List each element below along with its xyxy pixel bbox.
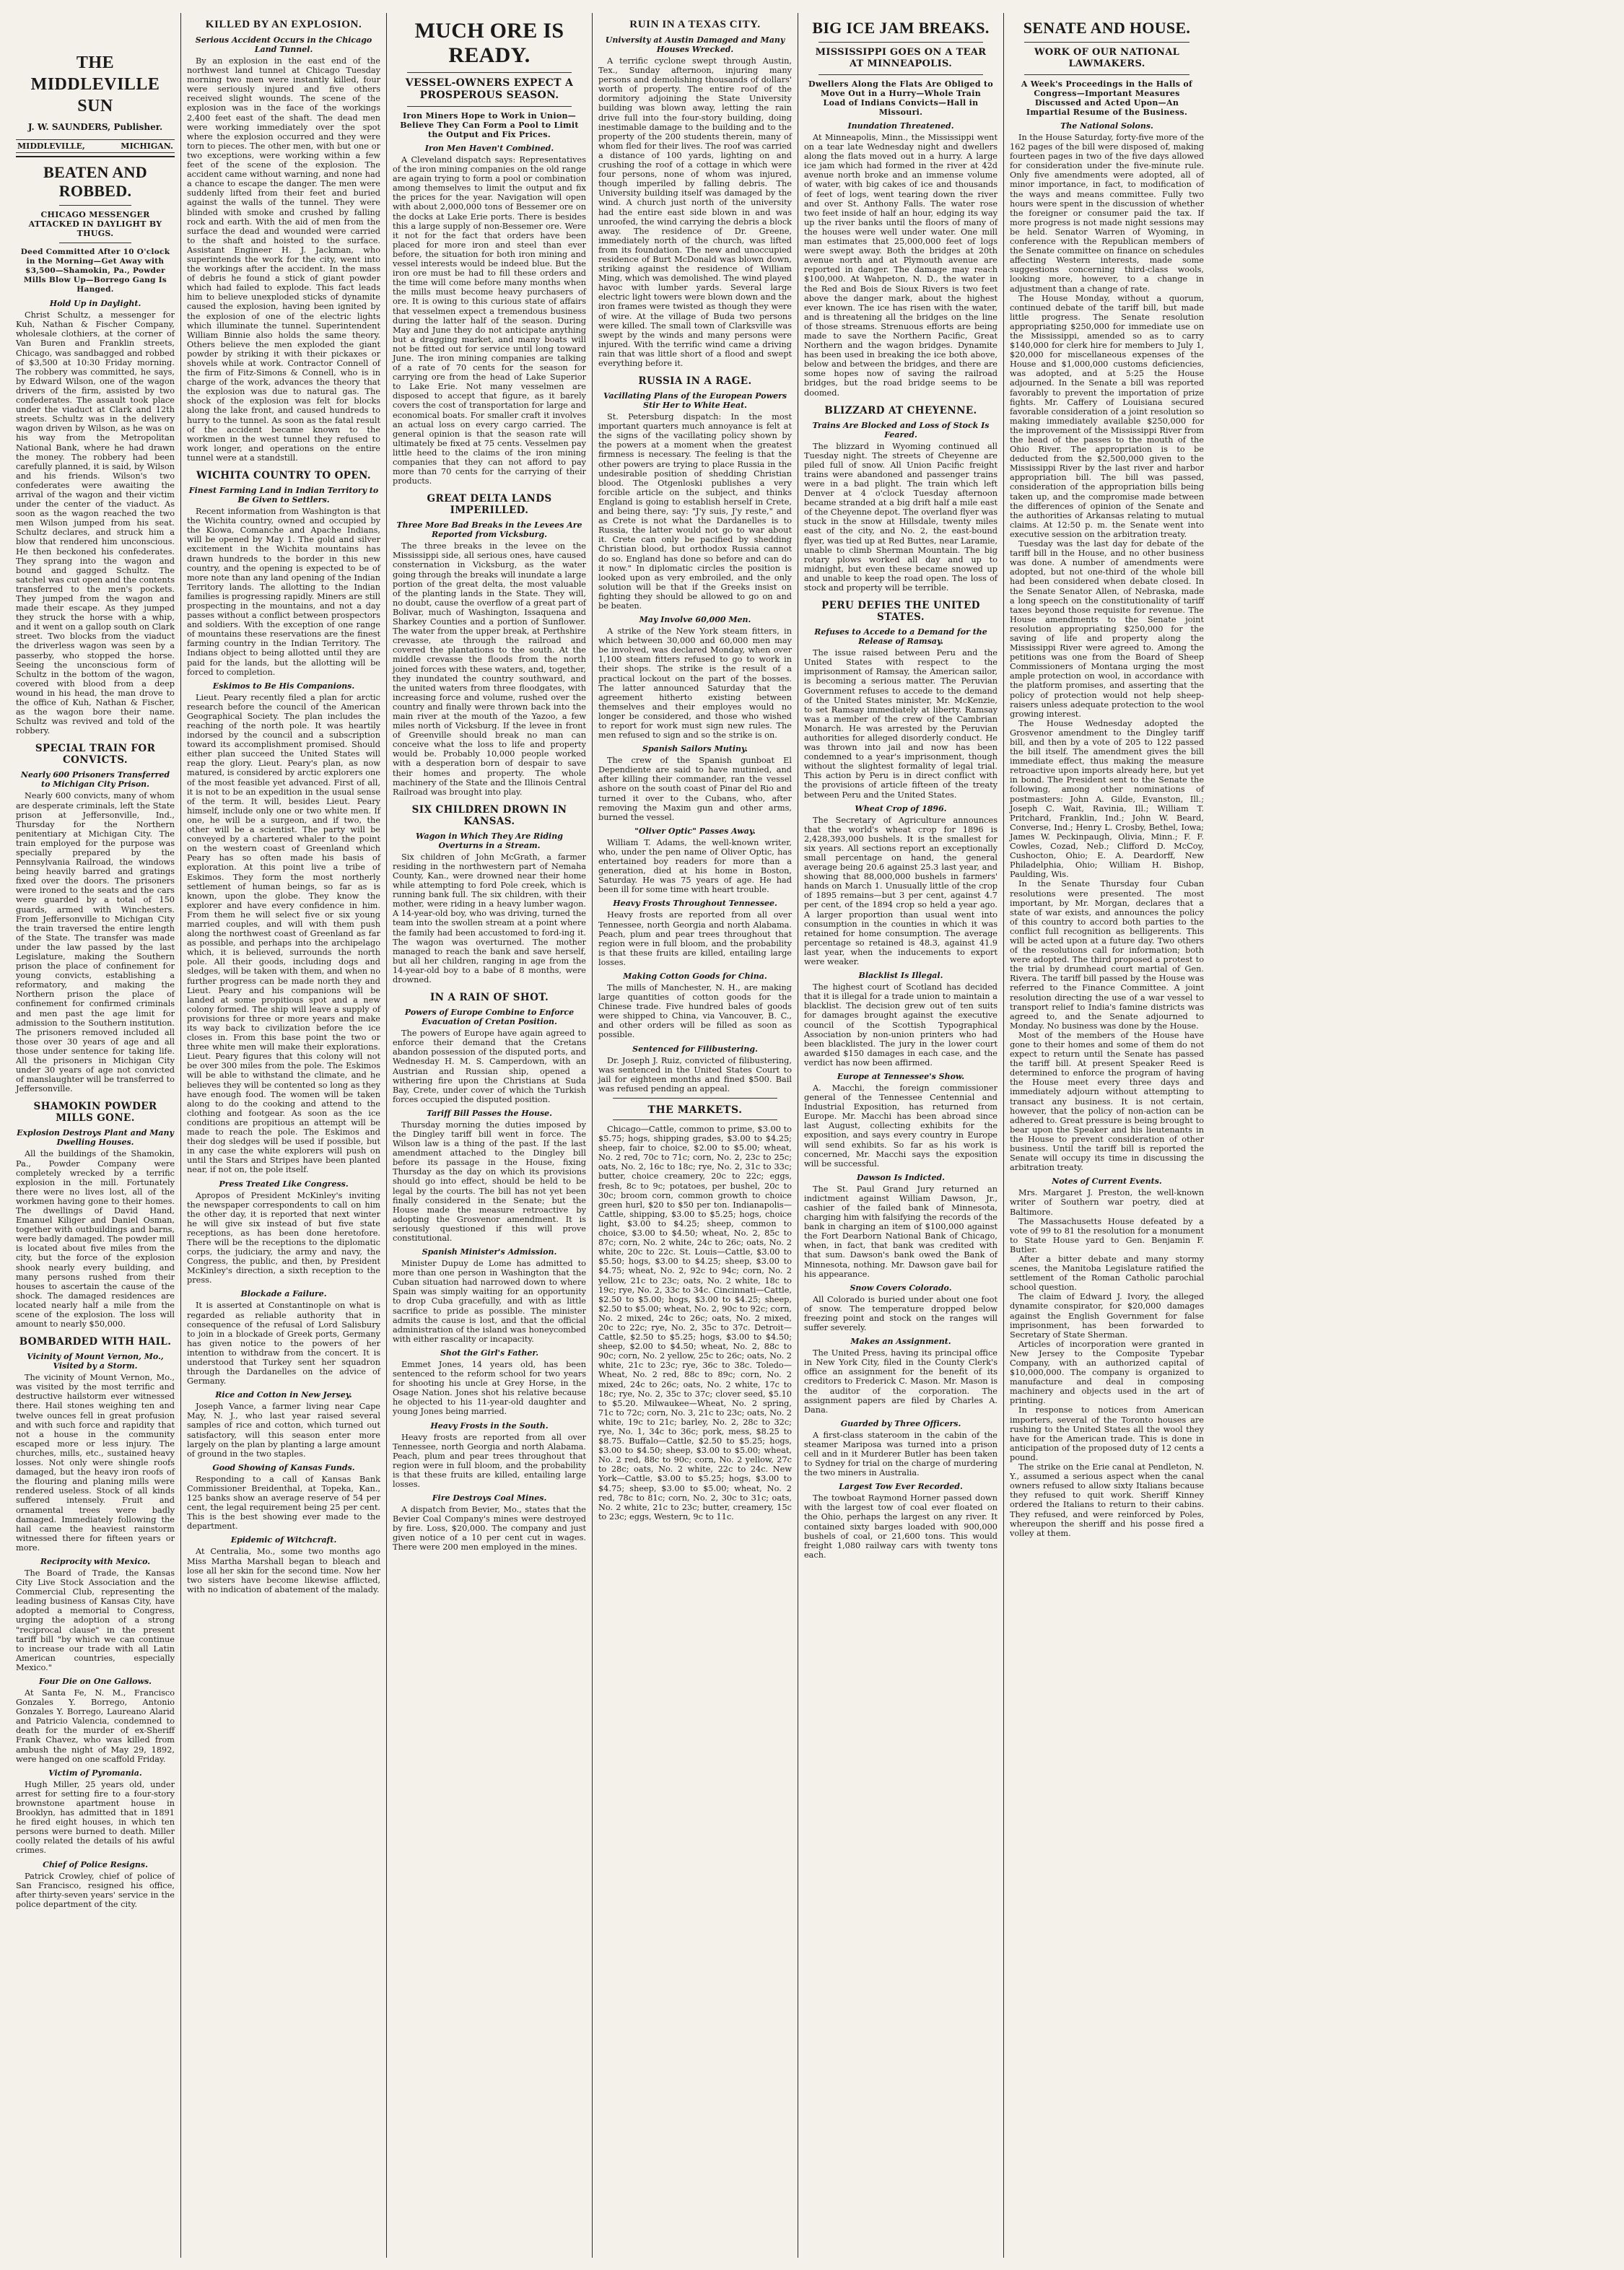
article-paragraph: The United Press, having its principal office in New York City, filed in the County Clerk's office an assignment for the benefit of its creditors to Frederick C. Mason. Mr. Mason is the auditor of the corporation. The assignment papers are filed by Charles A. Dana. [804,1348,997,1415]
subhead: Wheat Crop of 1896. [855,803,947,813]
subhead: Vicinity of Mount Vernon, Mo., Visited by a Storm. [27,1352,164,1371]
article-paragraph: In the Senate Thursday four Cuban resolutions were presented. The most important, by Mr. Morgan, declares that a state of war exists, and announces the policy of this country to accord both parties to the conflict full recognition as belligerents. This will be acted upon at a future day. Two others of the resolutions call for information; both were adopted. The third proposed a protest to the trial by drumhead court martial of Gen. Rivera. The tariff bill passed by the House was referred to the Finance Committee. A joint resolution directing the use of a war vessel to transport relief to India's famine districts was agreed to, and the Senate adjourned to Monday. No business was done by the House. [1010,879,1204,1031]
article-paragraph: Nearly 600 convicts, many of whom are desperate criminals, left the State prison at Jeffersonville, Ind., Thursday for the Northern penitentiary at Michigan City. The train employed for the purpose was specially prepared by the Pennsylvania Railroad, the windows being heavily barred and gratings fixed over the doors. The prisoners were ironed to the seats and the cars were guarded by a total of 150 guards, armed with Winchesters. From Jeffersonville to Michigan City the train traversed the entire length of the State. The transfer was made under the law passed by the last Legislature, making the Southern prison the place of confinement for young convicts, establishing a reformatory, and making the Northern prison the place of confinement for confirmed criminals and men past the age limit for admission to the Southern institution. The prisoners removed included all those over 30 years of age and all those under sentence for taking life. All the prisoners in Michigan City under 30 years of age not convicted of manslaughter will be transferred to Jeffersonville. [16,791,175,1094]
subhead: Rice and Cotton in New Jersey. [215,1390,352,1400]
subhead: Fire Destroys Coal Mines. [432,1493,547,1503]
subdeck: Iron Miners Hope to Work in Union—Believe They Can Form a Pool to Limit the Output and Fix Prices. [400,111,579,139]
subhead: Press Treated Like Congress. [219,1179,349,1189]
subhead: Nearly 600 Prisoners Transferred to Michigan City Prison. [20,770,170,790]
article-paragraph: The Board of Trade, the Kansas City Live Stock Association and the Commercial Club, representing the leading business of Kansas City, have adopted a memorial to Congress, urging the adoption of a strong "reciprocal clause" in the present tariff bill "by which we can continue to increase our trade with all Latin American countries, especially Mexico." [16,1568,175,1672]
article-paragraph: The towboat Raymond Horner passed down with the largest tow of coal ever floated on the Ohio, perhaps the largest on any river. It contained sixty barges loaded with 900,000 bushels of coal, or 21,600 tons. This would freight 1,080 railway cars with twenty tons each. [804,1493,997,1560]
masthead [16,52,175,157]
article-paragraph: William T. Adams, the well-known writer, who, under the pen name of Oliver Optic, has entertained boy readers for more than a generation, died at his home in Boston, Saturday. He was 75 years of age. He had been ill for some time with heart trouble. [598,837,792,895]
article-paragraph: The mills of Manchester, N. H., are making large quantities of cotton goods for the Chinese trade. Five hundred bales of goods were shipped to China, via Vancouver, B. C., and other orders will be filled as soon as possible. [598,982,792,1040]
dateline [16,139,175,153]
column-2 [181,13,387,2258]
subhead: Reciprocity with Mexico. [40,1556,151,1566]
article-paragraph: Recent information from Washington is that the Wichita country, owned and occupied by the Kiowa, Comanche and Apache Indians, will be opened by May 1. The gold and silver excitement in the Wichita mountains has drawn hundreds to the border in this new country, and the opening is expected to be of more note than any land opening of the Indian Territory lands. The allotting to the Indian families is progressing rapidly. Miners are still prospecting in the mountains, and not a day passes without a conflict between prospectors and soldiers. With the exception of one range of mountains these reservations are the finest farming country in the Indian Territory. The Indians object to being allotted until they are paid for the lands, but the allotting will be forced to completion. [187,507,380,677]
deck: CHICAGO MESSENGER ATTACKED IN DAYLIGHT BY THUGS. [28,210,162,239]
article-paragraph: A dispatch from Bevier, Mo., states that the Bevier Coal Company's mines were destroyed by fire. Loss, $20,000. The company and just given notice of a 10 per cent cut in wages. There were 200 men employed in the mines. [393,1505,586,1553]
deck: Serious Accident Occurs in the Chicago Land Tunnel. [195,35,372,54]
subhead: Iron Men Haven't Combined. [424,144,554,153]
subhead: Dawson Is Indicted. [857,1172,945,1182]
section-heading: WICHITA COUNTRY TO OPEN. [196,470,372,482]
divider [1024,74,1189,75]
headline: BIG ICE JAM BREAKS. [812,19,990,37]
subhead: Making Cotton Goods for China. [623,971,767,981]
article-paragraph: At Centralia, Mo., some two months ago Miss Martha Marshall began to bleach and lose all her skin for the second time. Now her two sisters have become likewise afflicted, with no indication of abatement of the malady. [187,1547,380,1594]
divider [1024,42,1189,43]
deck: WORK OF OUR NATIONAL LAWMAKERS. [1034,47,1180,69]
article-paragraph: The three breaks in the levee on the Mississippi side, all serious ones, have caused consternation in Vicksburg, as the water going through the breaks will inundate a large portion of the great delta, the most valuable of the planting lands in the State. They will, no doubt, cause the overflow of a great part of Bolivar, much of Washington, Issaquena and Sharkey Counties and a portion of Sunflower. The water from the upper break, at Perthshire crevasse, ate through the railroad and covered the plantations to the south. At the middle crevasse the floods from the north joined forces with these waters, and, together, they inundated the country southward, and the united waters from three floodgates, with increasing force and volume, rushed over the country and finally were thrown back into the main river at the mouth of the Yazoo, a few miles north of Vicksburg. If the levee in front of Greenville should break no man can conceive what the loss to life and property would be. Probably 10,000 people worked with a desperation born of despair to save their homes and property. The whole machinery of the State and the Illinois Central Railroad was brought into play. [393,541,586,797]
column-6 [1004,13,1210,2258]
article-paragraph: A Cleveland dispatch says: Representatives of the iron mining companies on the old range are again trying to form a pool or combination among themselves to limit the output and fix the prices for the year. Navigation will open with about 2,000,000 tons of Bessemer ore on the docks at Lake Erie ports. There is besides this a large supply of non-Bessemer ore. Were it not for the fact that orders have been placed for more iron and steel than ever before, the situation for both iron mining and vessel interests would be indeed blue. But the iron ore must be had to fill these orders and the time will come before many months when the mills must become heavy purchasers of ore. It is owing to this curious state of affairs that vesselmen expect a tremendous business during the latter half of the season. During May and June they do not anticipate anything but a dragging market, and many boats will not be fitted out for service until long toward June. The iron mining companies are talking of a rate of 70 cents for the season for carrying ore from the head of Lake Superior to Lake Erie. Not many vesselmen are disposed to accept that figure, as it barely covers the cost of transportation for large and economical boats. For smaller craft it involves an actual loss on every cargo carried. The general opinion is that the season rate will ultimately be fixed at 75 cents. Vesselmen pay little heed to the claims of the iron mining companies that they can not afford to pay more than 70 cents for the carrying of their products. [393,155,586,486]
subhead: Sentenced for Filibustering. [632,1044,758,1054]
headline: MUCH ORE IS READY. [414,19,564,67]
subhead: Victim of Pyromania. [48,1768,142,1778]
section-heading: SHAMOKIN POWDER MILLS GONE. [33,1101,157,1125]
subhead: Makes an Assignment. [850,1337,951,1347]
subhead: Refuses to Accede to a Demand for the Release of Ramsay. [814,627,987,647]
column-1 [10,13,181,2258]
article-paragraph: A strike of the New York steam fitters, in which between 30,000 and 60,000 men may be involved, was declared Monday, when over 1,100 steam fitters refused to go to work in their shops. The strike is the result of a practical lockout on the part of the bosses. The latter announced Saturday that the agreement hitherto existing between themselves and their employes would no longer be considered, and those who wished to report for work must sign new rules. The men refused to sign and so the strike is on. [598,627,792,741]
dateline-place: MIDDLEVILLE, [17,141,85,152]
article-paragraph: At Minneapolis, Minn., the Mississippi went on a tear late Wednesday night and dwellers along the flats moved out in a hurry. A large ice jam which had formed in the river at 42d avenue north broke and an immense volume of water, with big cakes of ice and thousands of feet of logs, went tearing down the river and over St. Anthony Falls. The water rose two feet inside of half an hour, edging its way up the river banks until the floors of many of the houses were well under water. One mill man estimates that 25,000,000 feet of logs were swept away. Both the bridges at 20th avenue north and at Plymouth avenue are reported in danger. The damage may reach $100,000. At Wahpeton, N. D., the water in the Red and Bois de Sioux Rivers is two feet above the danger mark, about the highest ever known. The ice has risen with the water, and is threatening all the bridges on the line of those streams. Strenuous efforts are being made to save the Northern Pacific, Great Northern and the wagon bridges. Dynamite has been used in breaking the ice both above, below and between the bridges, and there are some hopes now of saving the railroad bridges, but the road bridge seems to be doomed. [804,133,997,398]
subhead: Blockade a Failure. [240,1289,327,1299]
subhead: Heavy Frosts in the South. [430,1420,549,1431]
article-paragraph: Most of the members of the House have gone to their homes and some of them do not expect to return until the Senate has passed the tariff bill. At present Speaker Reed is determined to enforce the program of having the House meet every three days and immediately adjourn without attempting to transact any business. It is not certain, however, that the policy of non-action can be adhered to. Great pressure is being brought to bear upon the Speaker and his lieutenants in the House to prevent consideration of other business. Until the tariff bill is reported the Senate will occupy its time in discussing the arbitration treaty. [1010,1030,1204,1173]
headline: BEATEN AND ROBBED. [43,163,147,201]
article-paragraph: A first-class stateroom in the cabin of the steamer Mariposa was turned into a prison cell and in it Murderer Butler has been taken to Sydney for trial on the charge of murdering the two miners in Australia. [804,1430,997,1478]
subhead: Four Die on One Gallows. [39,1677,152,1686]
article-paragraph: Apropos of President McKinley's inviting the newspaper correspondents to call on him the other day, it is reported that next winter he will give six instead of but five state receptions, as has been done heretofore. There will be the receptions to the diplomatic corps, the judiciary, the army and navy, the Congress, the public, and then, by President McKinley's direction, a sixth reception to the press. [187,1190,380,1285]
article-paragraph: Tuesday was the last day for debate of the tariff bill in the House, and no other business was done. A number of amendments were adopted, but not one-third of the whole bill had been considered when debate closed. In the Senate Senator Allen, of Nebraska, made a long speech on the constitutionality of tariff taxes beyond those requisite for revenue. The House amendments to the Senate joint resolution appropriating $250,000 for the saving of life and property along the Mississippi River were agreed to. Among the petitions was one from the Board of Sheep Commissioners of Montana urging the most ample protection on wool, in accordance with the platform promises, and asserting that the policy of protection would not help sheep-raisers unless adequate protection to the wool growing interest. [1010,539,1204,719]
headline: KILLED BY AN EXPLOSION. [205,19,362,30]
section-heading: PERU DEFIES THE UNITED STATES. [821,600,980,624]
article-paragraph: All Colorado is buried under about one foot of snow. The temperature dropped below freezing point and stock on the ranges will suffer severely. [804,1294,997,1333]
divider [407,72,572,73]
section-heading: RUSSIA IN A RAGE. [638,375,752,388]
subhead: Chief of Police Resigns. [43,1859,148,1869]
article-paragraph: Patrick Crowley, chief of police of San Francisco, resigned his office, after thirty-seven years' service in the police department of the city. [16,1871,175,1909]
article-paragraph: Hugh Miller, 25 years old, under arrest for setting fire to a four-story brownstone apartment house in Brooklyn, has admitted that in 1891 he fired eight houses, in which ten persons were burned to death. Miller coolly related the details of his awful crimes. [16,1779,175,1856]
subhead: Tariff Bill Passes the House. [427,1108,552,1118]
headline: SENATE AND HOUSE. [1023,19,1191,37]
article-paragraph: The vicinity of Mount Vernon, Mo., was visited by the most terrific and destructive hailstorm ever witnessed there. Hail stones weighing ten and twelve ounces fell in great profusion and with such force and rapidity that not a house in the community escaped more or less injury. The churches, mills, etc., sustained heavy losses. Not only were shingle roofs damaged, but the heavy iron roofs of the flouring and planing mills were rendered useless. Stock of all kinds suffered intensely. Fruit and ornamental trees were badly damaged. Immediately following the hail came the heaviest rainstorm witnessed there for fifteen years or more. [16,1373,175,1553]
subhead: Finest Farming Land in Indian Territory to Be Given to Settlers. [188,486,379,505]
article-paragraph: The strike on the Erie canal at Pendleton, N. Y., assumed a serious aspect when the canal owners refused to allow sixty Italians because they refused to quit work. Sheriff Kinney ordered the Italians to return to their cabins. They refused, and were reinforced by Poles, whereupon the sheriff and his posse fired a volley at them. [1010,1462,1204,1538]
article-paragraph: Minister Dupuy de Lome has admitted to more than one person in Washington that the Cuban situation had narrowed down to where Spain was simply waiting for an opportunity to drop Cuba gracefully, and with as little sacrifice to pride as possible. The minister admits the cause is lost, and that the official administration of the island was honeycombed with either rascality or incapacity. [393,1259,586,1344]
deck: University at Austin Damaged and Many Houses Wrecked. [605,35,785,54]
subhead: Guarded by Three Officers. [840,1418,961,1428]
deck: VESSEL-OWNERS EXPECT A PROSPEROUS SEASON. [405,77,574,101]
article-paragraph: Thursday morning the duties imposed by the Dingley tariff bill went in force. The Wilson law is a thing of the past. If the last amendment attached to the Dingley bill before its passage in the House, fixing Thursday as the day on which its provisions should go into effect, should be held to be legal by the courts. The bill has not yet been finally considered in the Senate; but the House made the measure retroactive by adopting the Grosvenor amendment. It is seriously questioned if this will prove constitutional. [393,1119,586,1243]
article-paragraph: The blizzard in Wyoming continued all Tuesday night. The streets of Cheyenne are piled full of snow. All Union Pacific freight trains were abandoned and passenger trains were in a bad plight. The train which left Denver at 4 o'clock Tuesday afternoon became stranded at a big drift half a mile east of the Cheyenne depot. The overland flyer was stuck in the snow at Hillsdale, twenty miles east of the city, and No. 2, the east-bound flyer, was tied up at Red Buttes, near Laramie, unable to climb Sherman Mountain. The big rotary plows worked all day and up to midnight, but even these became snowed up and unable to keep the road open. The loss of stock and property will be terrible. [804,441,997,593]
article-paragraph: Dr. Joseph J. Ruiz, convicted of filibustering, was sentenced in the United States Court to jail for eighteen months and fined $500. Bail was refused pending an appeal. [598,1055,792,1093]
subhead: Good Showing of Kansas Funds. [212,1462,355,1472]
divider [613,1098,777,1099]
subdeck: Deed Committed After 10 O'clock in the Morning—Get Away with $3,500—Shamokin, Pa., Powder Mills Blow Up—Borrego Gang Is Hanged. [20,248,170,294]
subhead: Snow Covers Colorado. [850,1283,952,1293]
subhead: Explosion Destroys Plant and Many Dwelling Houses. [17,1128,174,1148]
subhead: Trains Are Blocked and Loss of Stock Is Feared. [812,420,990,440]
article-paragraph: The issue raised between Peru and the United States with respect to the imprisonment of Ramsay, the American sailor, is becoming a serious matter. The Peruvian Government refuses to accede to the demand of the United States minister, Mr. McKenzie, to set Ramsay immediately at liberty. Ramsay was a member of the crew of the Cambrian Monarch. He was arrested by the Peruvian authorities for alleged disorderly conduct. He was thrown into jail and now has been condemned to a year's imprisonment, though without the slightest formality of legal trial. This action by Peru is in direct conflict with the provisions of article fifteen of the treaty between Peru and the United States. [804,648,997,800]
subdeck: Dwellers Along the Flats Are Obliged to Move Out in a Hurry—Whole Train Load of Indians Convicts—Hall in Missouri. [808,79,993,117]
subhead: Notes of Current Events. [1052,1177,1162,1187]
section-heading: SIX CHILDREN DROWN IN KANSAS. [411,803,567,827]
newspaper-title: THE MIDDLEVILLE SUN [30,53,160,115]
publisher-line: J. W. SAUNDERS, Publisher. [27,122,163,132]
headline: RUIN IN A TEXAS CITY. [629,19,761,30]
subhead: Eskimos to Be His Companions. [212,681,355,691]
subdeck: A Week's Proceedings in the Halls of Congress—Important Measures Discussed and Acted Upon—An Impartial Resume of the Business. [1021,79,1193,117]
subhead: Powers of Europe Combine to Enforce Evacuation of Cretan Position. [404,1008,575,1027]
article-paragraph: The House Monday, without a quorum, continued debate of the tariff bill, but made little progress. The Senate resolution appropriating $250,000 for immediate use on the Mississippi, amended so as to carry $140,000 for clerk hire for members to July 1, $20,000 for miscellaneous expenses of the House and $1,000,000 customs deficiencies, was adopted, and at 5:25 the House adjourned. In the Senate a bill was reported favorably to prevent the importation of prize fights. Mr. Caffery of Louisiana secured favorable consideration of a joint resolution so making immediately available $250,000 for the improvement of the Mississippi River from the head of the passes to the mouth of the Ohio River. The appropriation is to be deducted from the $2,500,000 given to the Mississippi River by the last river and harbor appropriation bill. The bill was passed, consideration of the appropriation bills being taken up, and the compromise made between the differences of opinion of the Senate and the authorities of Arkansas relating to mutual claims. At 12:50 p. m. the Senate went into executive session on the arbitration treaty. [1010,293,1204,539]
section-heading: GREAT DELTA LANDS IMPERILLED. [427,493,552,517]
section-heading: BLIZZARD AT CHEYENNE. [824,404,977,416]
article-paragraph: Mrs. Margaret J. Preston, the well-known writer of Southern war poetry, died at Baltimore. [1010,1188,1204,1217]
article-paragraph: The claim of Edward J. Ivory, the alleged dynamite conspirator, for $20,000 damages against the English Government for false imprisonment, has been forwarded to Secretary of State Sherman. [1010,1292,1204,1340]
article-paragraph: The powers of Europe have again agreed to enforce their demand that the Cretans abandon possession of the disputed ports, and Wednesday H. M. S. Camperdown, with an Austrian and Russian ship, opened a withering fire upon the Christians at Suda Bay, Crete, under cover of which the Turkish forces occupied the disputed position. [393,1029,586,1104]
article-paragraph: The Massachusetts House defeated by a vote of 99 to 81 the resolution for a monument to State House yard to Gen. Benjamin F. Butler. [1010,1216,1204,1254]
column-5 [798,13,1004,2258]
subhead: Wagon in Which They Are Riding Overturns in a Stream. [416,831,563,850]
subhead: Hold Up in Daylight. [49,299,141,309]
subhead: Spanish Sailors Mutiny. [642,744,748,754]
subhead: Three More Bad Breaks in the Levees Are Reported from Vicksburg. [396,520,582,540]
subhead: Inundation Threatened. [847,121,954,131]
article-paragraph: Articles of incorporation were granted in New Jersey to the Composite Typebar Company, with an authorized capital of $10,000,000. The company is organized to manufacture and deal in composing machinery and objects used in the art of printing. [1010,1339,1204,1406]
article-paragraph: At Santa Fe, N. M., Francisco Gonzales Y. Borrego, Antonio Gonzales Y. Borrego, Laureano Alarid and Patricio Valencia, condemned to death for the murder of ex-Sheriff Frank Chavez, who was killed from ambush the night of May 29, 1892, were hanged on one scaffold Friday. [16,1688,175,1764]
dateline-state: MICHIGAN. [121,141,173,152]
subhead: Heavy Frosts Throughout Tennessee. [613,899,777,909]
divider [818,42,983,43]
article-paragraph: In the House Saturday, forty-five more of the 162 pages of the bill were disposed of, making fourteen pages in two of the five days allowed for consideration under the five-minute rule. Only five amendments were adopted, all of minor importance, in fact, to modification of the ways and means committee. Fully two hours were spent in the discussion of whether the foreigner or consumer paid the tax. If more progress is not made night sessions may be held. Senator Warren of Wyoming, in conference with the Republican members of the Senate committee on finance on schedules affecting Western interests, made some suggestions concerning third-class wools, looking more, however, to a change in adjustment than a change of rate. [1010,133,1204,294]
article-paragraph: Christ Schultz, a messenger for Kuh, Nathan & Fischer Company, wholesale clothiers, at the corner of Van Buren and Franklin streets, Chicago, was sandbagged and robbed of $3,500 at 10:30 Friday morning. The robbery was committed, he says, by Edward Wilson, one of the wagon drivers of the firm, assisted by two confederates. The assault took place under the viaduct at Clark and 12th streets. Schultz was in the delivery wagon driven by Wilson, as he was on his way from the Metropolitan National Bank, where he had drawn the money. The robbery had been carefully planned, it is said, by Wilson and his friends. Wilson's two confederates were awaiting the arrival of the wagon and their victim under the center of the viaduct. As soon as the wagon reached the two men Wilson jumped from his seat. Schultz declares, and struck him a blow that rendered him unconscious. He then beckoned his confederates. They sprang into the wagon and bound and gagged Schultz. The satchel was cut open and the contents transferred to the men's pockets. They jumped from the wagon and made their escape. As they jumped they struck the horse with a whip, and it went on a gallop south on Clark street. Two blocks from the viaduct the driverless wagon was seen by a passerby, who stopped the horse. Seeing the unconscious form of Schultz in the bottom of the wagon, covered with blood from a deep wound in his head, the man drove to the office of Kuh, Nathan & Fischer, as the wagon bore their name. Schultz was revived and told of the robbery. [16,310,175,736]
article-paragraph: Heavy frosts are reported from all over Tennessee, north Georgia and north Alabama. Peach, plum and pear trees throughout that region were in full bloom, and the probability is that these fruits are killed, entailing large losses. [393,1432,586,1489]
divider [613,1119,777,1120]
article-paragraph: Emmet Jones, 14 years old, has been sentenced to the reform school for two years for shooting his uncle at Grey Horse, in the Osage Nation. Jones shot his relative because he objected to his 11-year-old daughter and young Jones being married. [393,1359,586,1417]
subhead: Epidemic of Witchcraft. [230,1535,337,1545]
article-paragraph: A. Macchi, the foreign commissioner general of the Tennessee Centennial and Industrial Exposition, has returned from Europe. Mr. Macchi has been abroad since last August, collecting exhibits for the exposition, and says every country in Europe will send exhibits. So far as his work is concerned, Mr. Macchi says the exposition will be successful. [804,1083,997,1169]
divider [818,74,983,75]
article-paragraph: After a bitter debate and many stormy scenes, the Manitoba Legislature ratified the settlement of the Roman Catholic parochial school question. [1010,1254,1204,1293]
section-heading: IN A RAIN OF SHOT. [429,992,549,1004]
subhead: Largest Tow Ever Recorded. [839,1482,963,1492]
markets-report: Chicago—Cattle, common to prime, $3.00 to $5.75; hogs, shipping grades, $3.00 to $4.25; sheep, fair to choice, $2.00 to $5.00; wheat, No. 2 red, 70c to 71c; corn, No. 2, 23c to 25c; oats, No. 2, 16c to 18c; rye, No. 2, 31c to 33c; butter, choice creamery, 20c to 22c; eggs, fresh, 8c to 9c; potatoes, per bushel, 20c to 30c; broom corn, common growth to choice green hurl, $20 to $50 per ton. Indianapolis—Cattle, shipping, $3.00 to $5.25; hogs, choice light, $3.00 to $4.25; sheep, common to choice, $3.00 to $4.50; wheat, No. 2, 85c to 87c; corn, No. 2 white, 24c to 26c; oats, No. 2 white, 20c to 22c. St. Louis—Cattle, $3.00 to $5.50; hogs, $3.00 to $4.25; sheep, $3.00 to $4.75; wheat, No. 2, 92c to 94c; corn, No. 2 yellow, 21c to 23c; oats, No. 2 white, 18c to 19c; rye, No. 2, 33c to 34c. Cincinnati—Cattle, $2.50 to $5.00; hogs, $3.00 to $4.25; sheep, $2.50 to $5.00; wheat, No. 2, 90c to 92c; corn, No. 2 mixed, 24c to 26c; oats, No. 2 mixed, 20c to 22c; rye, No. 2, 35c to 37c. Detroit—Cattle, $2.50 to $5.25; hogs, $3.00 to $4.50; sheep, $2.00 to $4.50; wheat, No. 2, 88c to 90c; corn, No. 2 yellow, 25c to 26c; oats, No. 2 white, 21c to 23c; rye, 36c to 38c. Toledo—Wheat, No. 2 red, 88c to 89c; corn, No. 2 mixed, 24c to 26c; oats, No. 2 white, 17c to 18c; rye, No. 2, 35c to 37c; clover seed, $5.10 to $5.20. Milwaukee—Wheat, No. 2 spring, 71c to 72c; corn, No. 3, 21c to 23c; oats, No. 2 white, 19c to 21c; barley, No. 2, 28c to 32c; rye, No. 1, 34c to 36c; pork, mess, $8.25 to $8.75. Buffalo—Cattle, $2.50 to $5.25; hogs, $3.00 to $4.50; sheep, $3.00 to $5.00; wheat, No. 2 red, 88c to 90c; corn, No. 2 yellow, 27c to 28c; oats, No. 2 white, 22c to 24c. New York—Cattle, $3.00 to $5.25; hogs, $3.00 to $4.75; sheep, $3.00 to $5.00; wheat, No. 2 red, 78c to 81c; corn, No. 2, 30c to 31c; oats, No. 2 white, 21c to 23c; butter, creamery, 15c to 23c; eggs, Western, 9c to 11c. [598,1125,792,1522]
divider [59,205,131,206]
subhead: Europe at Tennessee's Show. [837,1071,965,1081]
article-paragraph: A terrific cyclone swept through Austin, Tex., Sunday afternoon, injuring many persons and demolishing thousands of dollars' worth of property. The entire roof of the dormitory adjoining the State University building was blown away, letting the rain drive full into the four-story building, doing inestimable damage to the building and to the property of the 200 students therein, many of whom fled for their lives. The roof was carried a distance of 100 yards, lighting on and crushing the roof of a cottage in which were four persons, none of whom was injured, though imperiled by falling debris. The University building itself was damaged by the wind. A church just north of the university had the entire east side blown in and was unroofed, the wind carrying the debris a block away. The residence of Dr. Greene, immediately north of the church, was lifted from its foundation. The new and unoccupied residence of Burt McDonald was blown down, striking against the residence of William Ming, which was demolished. The wind played havoc with lumber yards. Several large electric light towers were blown down and the iron frames were twisted as though they were of wire. At the village of Buda two persons were killed. The small town of Clarksville was swept by the winds and many persons were injured. With the terrific wind came a driving rain that was little short of a flood and swept everything before it. [598,56,792,368]
deck: MISSISSIPPI GOES ON A TEAR AT MINNEAPOLIS. [815,47,987,69]
article-paragraph: The crew of the Spanish gunboat El Dependiente are said to have mutinied, and after killing their commander, ran the vessel ashore on the south coast of Pinar del Rio and turned it over to the Cubans, who, after removing the Maxim gun and other arms, burned the vessel. [598,756,792,822]
article-paragraph: The St. Paul Grand Jury returned an indictment against William Dawson, Jr., cashier of the failed bank of Minnesota, charging him with falsifying the records of the bank in charging an item of $100,000 against the Fort Dearborn National Bank of Chicago, when, in fact, that bank was credited with that sum. Dawson's bank owed the Bank of Minnesota, nothing. Mr. Dawson gave bail for his appearance. [804,1184,997,1279]
subhead: Spanish Minister's Admission. [422,1247,557,1257]
newspaper-page [10,13,1614,2258]
article-paragraph: All the buildings of the Shamokin, Pa., Powder Company were completely wrecked by a terrific explosion in the mill. Fortunately there were no lives lost, all of the workmen having gone to their homes. The dwellings of David Hand, Emanuel Kiliger and Daniel Osman, together with outbuildings and barns, were badly damaged. The powder mill is located about five miles from the city, but the force of the explosion shook nearly every building, and many persons rushed from their houses to ascertain the cause of the shock. The damaged residences are located nearly half a mile from the scene of the explosion. The loss will amount to nearly $50,000. [16,1149,175,1330]
article-paragraph: In response to notices from American importers, several of the Toronto houses are rushing to the United States all the wool they have for the American trade. This is done in anticipation of the proposed duty of 12 cents a pound. [1010,1405,1204,1462]
subhead: Shot the Girl's Father. [440,1348,539,1358]
column-4 [593,13,798,2258]
section-heading: BOMBARDED WITH HAIL. [19,1336,172,1348]
markets-heading: THE MARKETS. [647,1104,743,1116]
subhead: "Oliver Optic" Passes Away. [634,826,756,836]
subhead: Blacklist Is Illegal. [858,971,943,981]
article-paragraph: Six children of John McGrath, a farmer residing in the northwestern part of Nemaha County, Kan., were drowned near their home while attempting to ford Pole creek, which is running bank full. The six children, with their mother, were riding in a heavy lumber wagon. A 14-year-old boy, who was driving, turned the team into the swollen stream at a point where the family had been accustomed to ford-ing it. The wagon was overturned. The mother managed to reach the bank and save herself, but all her children, ranging in age from the 14-year-old boy to a babe of 8 months, were drowned. [393,852,586,985]
divider [407,106,572,107]
article-paragraph: It is asserted at Constantinople on what is regarded as reliable authority that in consequence of the refusal of Lord Salisbury to join in a blockade of Greek ports, Germany has given notice to the powers of her intention to withdraw from the concert. It is understood that Turkey sent her squadron through the Dardanelles on the advice of Germany. [187,1301,380,1387]
article-paragraph: Joseph Vance, a farmer living near Cape May, N. J., who last year raised several samples of rice and cotton, which turned out satisfactory, will this season enter more largely on the plan by planting a large amount of ground in the two staples. [187,1402,380,1459]
article-paragraph: Lieut. Peary recently filed a plan for arctic research before the council of the American Geographical Society. The plan includes the reaching of the north pole. It was heartily indorsed by the council and a subscription toward its accomplishment promised. Should either plan succeed the United States will reap the glory. Lieut. Peary's plan, as now matured, is considered by arctic explorers one of the most feasible yet advanced. First of all, it is not to be an expedition in the usual sense of the term. It will, besides Lieut. Peary himself, include only one or two white men. If one, he will be a surgeon, and if two, the other will be a scientist. The party will be conveyed by a chartered whaler to the point on the western coast of Greenland which Peary has so often made his basis of exploration. At this point live a tribe of Eskimos. They form the most northerly settlement of human beings, so far as is known, upon the globe. They know the explorer and have every confidence in him. From them he will select five or six young married couples, and will with them push along the northwest coast of Greenland as far as possible, and perhaps into the archipelago which, it is believed, surrounds the north pole. All their goods, including dogs and sledges, will be taken with them, and when no further progress can be made north they and Lieut. Peary and his companions will be landed at some propitious spot and a new colony formed. The ship will leave a supply of provisions for three or more years and make its way back to civilization before the ice closes in. From this base point the two or three white men will make their explorations. Lieut. Peary figures that this colony will not be over 300 miles from the pole. The Eskimos will be able to withstand the climate, and he believes they will be contented so long as they have enough food. The women will be taken along to do the cooking and attend to the clothing and footgear. As soon as the ice conditions are propitious an attempt will be made to reach the pole. The Eskimos and their dog sledges will be used if possible, but in any case the white explorers will push on until the Stars and Stripes have been planted near, if not on, the pole itself. [187,692,380,1175]
subhead: Vacillating Plans of the European Powers Stir Her to White Heat. [603,391,787,411]
article-paragraph: The highest court of Scotland has decided that it is illegal for a trade union to maintain a blacklist. The decision grew out of ten suits for damages brought against the executive council of the Scottish Typographical Association by non-union printers who had been blacklisted. The jury in the lower court awarded $150 damages in each case, and the verdict has now been affirmed. [804,982,997,1068]
article-paragraph: Responding to a call of Kansas Bank Commissioner Breidenthal, at Topeka, Kan., 125 banks show an average reserve of 54 per cent, the legal requirement being 25 per cent. This is the best showing ever made to the department. [187,1474,380,1532]
subhead: The National Solons. [1060,121,1153,131]
article-paragraph: The House Wednesday adopted the Grosvenor amendment to the Dingley tariff bill, and then by a vote of 205 to 122 passed the bill itself. The amendment gives the bill immediate effect, thus making the measure retroactive upon imports already here, but yet in bond. The President sent to the Senate the following, among other nominations of postmasters: John A. Gilde, Evanston, Ill.; Joseph C. Wait, Ravinia, Ill.; William T. Pritchard, Franklin, Ind.; John W. Beard, Converse, Ind.; Henry L. Crosby, Bethel, Iowa; James W. Peckinpaugh, Olivia, Minn.; F. F. Cowles, Cozad, Neb.; Clifford D. McCoy, Cushocton, Ohio; E. A. Deardorff, New Philadelphia, Ohio; William H. Bishop, Paulding, Wis. [1010,718,1204,880]
article-paragraph: St. Petersburg dispatch: In the most important quarters much annoyance is felt at the signs of the vacillating policy shown by the powers at a moment when the greatest firmness is necessary. The feeling is that the other powers are trying to place Russia in the undesirable position of shedding Christian blood. The Otgenloski publishes a very forcible article on the subject, and thinks England is going to establish herself in Crete, and being there, say: "J'y suis, J'y reste," and as Crete is not what the Dardanelles is to Russia, the latter would not go to war about it. Crete can only be pacified by shedding Christian blood, but orthodox Russia cannot do so. England has done so before and can do it now." In diplomatic circles the position is looked upon as very embroiled, and the only solution will be that if the Greeks insist on fighting they should be allowed to go on and be beaten. [598,412,792,611]
article-paragraph: By an explosion in the east end of the northwest land tunnel at Chicago Tuesday morning two men were instantly killed, four were seriously injured and five others received slight wounds. The scene of the explosion was in the face of the workings 2,400 feet east of the shaft. The dead men were working immediately over the spot where the explosion occurred and they were torn to pieces. The other men, with but one or two exceptions, were working within a few feet of the scene of the explosion. The accident came without warning, and none had a chance to escape the danger. The men were suddenly lifted from their feet and buried against the walls of the tunnel. They were blinded with smoke and crushed by falling rock and earth. With the aid of men from the surface the dead and wounded were carried to the shaft and hoisted to the surface. Assistant Engineer H. J. Jackman, who superintends the work for the city, went into the workings after the accident. In the mass of debris he found a stick of giant powder which had failed to explode. This fact leads him to believe unexploded sticks of dynamite caused the explosion, having been ignited by the explosion of one of the electric lights which illuminate the tunnel. Superintendent William Binnie also holds the same theory. Others believe the men exploded the giant powder by striking it with their pickaxes or shovels while at work. Contractor Connell of the firm of Fitz-Simons & Connell, who is in charge of the work, advances the theory that the explosion was due to natural gas. The shock of the explosion was felt for blocks along the lake front, and caused hundreds to hurry to the tunnel. As soon as the fatal result of the accident became known to the workmen in the west tunnel they refused to work longer, and operations on the entire tunnel were at a standstill. [187,56,380,463]
column-3 [387,13,593,2258]
section-heading: SPECIAL TRAIN FOR CONVICTS. [35,743,156,767]
subhead: May Involve 60,000 Men. [639,615,751,625]
article-paragraph: Heavy frosts are reported from all over Tennessee, north Georgia and north Alabama. Peach, plum and pear trees throughout that region were in full bloom, and the probability is that these fruits are killed, entailing large losses. [598,910,792,967]
article-paragraph: The Secretary of Agriculture announces that the world's wheat crop for 1896 is 2,428,393,000 bushels. It is the smallest for six years. All sections report an exceptionally small percentage on hand, the general average being 20.6 against 25.3 last year, and showing that 88,000,000 bushels in farmers' hands on March 1. Unusually little of the crop of 1895 remains—but 3 per cent, against 4.7 per cent, of the 1894 crop so held a year ago. A larger proportion than usual went into consumption in the counties in which it was retained for home consumption. The average percentage so retained is 48.3, against 41.9 last year, when the inducements to export were weaker. [804,815,997,967]
